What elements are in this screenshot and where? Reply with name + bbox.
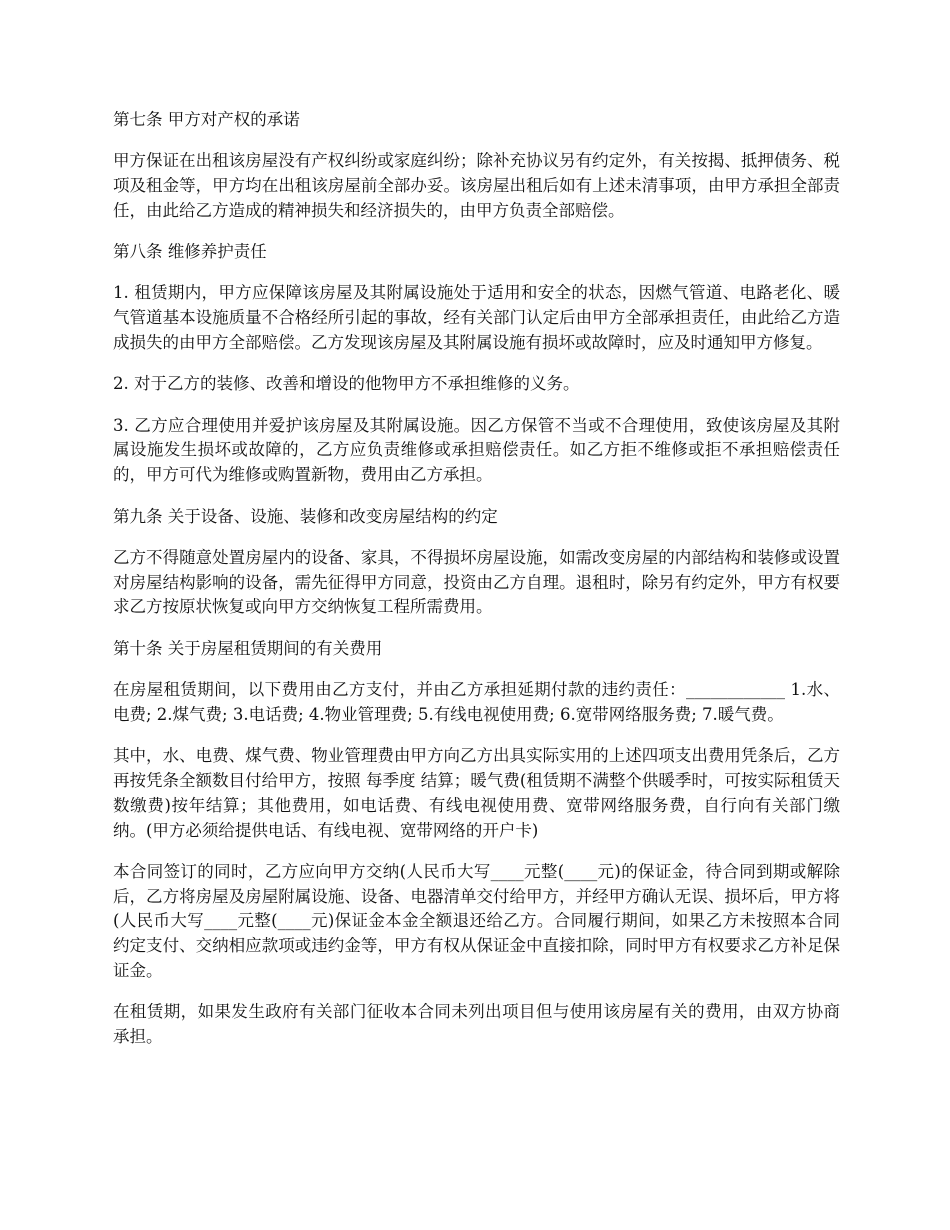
article-7-body: 甲方保证在出租该房屋没有产权纠纷或家庭纠纷；除补充协议另有约定外，有关按揭、抵押债务、税项及租金等，甲方均在出租该房屋前全部办妥。该房屋出租后如有上述未清事项，由甲方承担全部责任，由此给乙方造成的精神损失和经济损失的，由甲方负责全部赔偿。	[113, 151, 840, 220]
article-10-fees-list: 在房屋租赁期间，以下费用由乙方支付，并由乙方承担延期付款的违约责任：____________ 1.水、电费; 2.煤气费; 3.电话费; 4.物业管理费; 5.有线电视使用费; 6.宽带网络服务费; 7.暖气费。	[113, 680, 840, 724]
document-body	[113, 108, 840, 1066]
article-8-clause-3: 3. 乙方应合理使用并爱护该房屋及其附属设施。因乙方保管不当或不合理使用，致使该房屋及其附属设施发生损坏或故障的，乙方应负责维修或承担赔偿责任。如乙方拒不维修或拒不承担赔偿责任的，甲方可代为维修或购置新物，费用由乙方承担。	[113, 415, 840, 485]
article-8-heading: 第八条 维修养护责任	[113, 242, 267, 262]
article-10-deposit: 本合同签订的同时，乙方应向甲方交纳(人民币大写____元整(____元)的保证金，待合同到期或解除后，乙方将房屋及房屋附属设施、设备、电器清单交付给甲方，并经甲方确认无误、损坏后，甲方将(人民币大写____元整(____元)保证金本金全额退还给乙方。合同履行期间，如果乙方未按照本合同约定支付、交纳相应款项或违约金等，甲方有权从保证金中直接扣除，同时甲方有权要求乙方补足保证金。	[113, 861, 840, 981]
article-10-heading: 第十条 关于房屋租赁期间的有关费用	[113, 638, 383, 658]
article-9-body: 乙方不得随意处置房屋内的设备、家具，不得损坏房屋设施，如需改变房屋的内部结构和装修或设置对房屋结构影响的设备，需先征得甲方同意，投资由乙方自理。退租时，除另有约定外，甲方有权要求乙方按原状恢复或向甲方交纳恢复工程所需费用。	[113, 547, 840, 617]
article-7-heading: 第七条 甲方对产权的承诺	[113, 110, 300, 129]
article-8-clause-1: 1. 租赁期内，甲方应保障该房屋及其附属设施处于适用和安全的状态，因燃气管道、电路老化、暖气管道基本设施质量不合格经所引起的事故，经有关部门认定后由甲方全部承担责任，由此给乙方造成损失的由甲方全部赔偿。乙方发现该房屋及其附属设施有损坏或故障时，应及时通知甲方修复。	[113, 283, 840, 353]
article-10-other-fees: 在租赁期，如果发生政府有关部门征收本合同未列出项目但与使用该房屋有关的费用，由双方协商 承担。	[113, 1002, 840, 1047]
article-8-clause-2: 2. 对于乙方的装修、改善和增设的他物甲方不承担维修的义务。	[113, 374, 580, 394]
article-9-heading: 第九条 关于设备、设施、装修和改变房屋结构的约定	[113, 506, 498, 526]
article-10-settlement: 其中，水、电费、煤气费、物业管理费由甲方向乙方出具实际实用的上述四项支出费用凭条后，乙方再按凭条全额数目付给甲方，按照 每季度 结算；暖气费(租赁期不满整个供暖季时，可按实际租赁天数缴费)按年结算；其他费用，如电话费、有线电视使用费、宽带网络服务费，自行向有关部门缴纳。(甲方必须给提供电话、有线电视、宽带网络的开户卡)	[113, 746, 840, 840]
